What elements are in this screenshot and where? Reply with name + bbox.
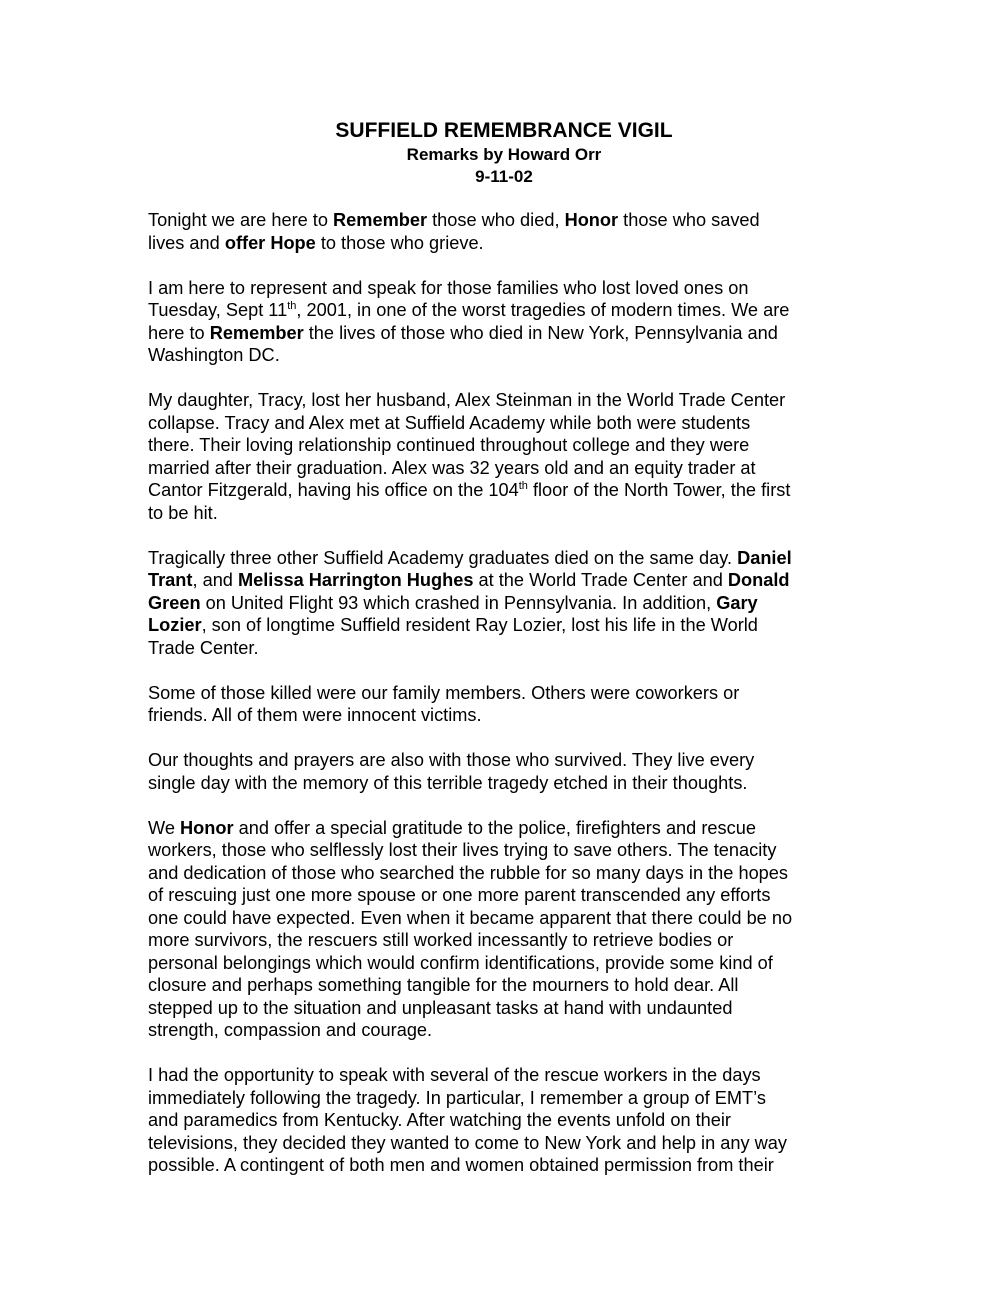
text-run: I am here to represent and speak for those families who lost loved ones on (148, 277, 749, 298)
paragraph (148, 682, 860, 727)
paragraph (148, 277, 860, 367)
text-run: floor of the North Tower, the first (527, 480, 791, 500)
bold-text: Melissa Harrington Hughes (237, 570, 474, 590)
document-body (148, 209, 860, 1177)
text-run: married after their graduation. Alex was 32 years old and an equity trader at (148, 457, 756, 478)
text-run: Some of those killed were our family members. Others were coworkers or (148, 682, 740, 703)
text-run: closure and perhaps something tangible for the mourners to hold dear. All (148, 975, 739, 995)
bold-text: offer Hope (224, 232, 316, 253)
bold-text: Donald (727, 570, 790, 590)
text-line (148, 277, 860, 300)
text-run: and paramedics from Kentucky. After watching the events unfold on their (148, 1110, 731, 1130)
document-heading (148, 118, 860, 188)
bold-text: Remember (209, 322, 304, 343)
text-run: and dedication of those who searched the rubble for so many days in the hopes (148, 862, 789, 883)
paragraph (148, 1064, 860, 1177)
text-run: Our thoughts and prayers are also with those who survived. They live every (148, 750, 755, 770)
text-line (148, 322, 860, 345)
text-line (148, 232, 860, 255)
text-run: strength, compassion and courage. (148, 1020, 433, 1040)
text-run: I had the opportunity to speak with several of the rescue workers in the days (148, 1065, 761, 1085)
text-run: Washington DC. (148, 345, 280, 365)
text-line (148, 479, 860, 502)
bold-text: Gary (716, 592, 758, 613)
text-line (148, 457, 860, 480)
text-run: televisions, they decided they wanted to come to New York and help in any way (148, 1132, 787, 1153)
text-run: Cantor Fitzgerald, having his office on the 104 (148, 480, 519, 500)
text-line (148, 1132, 860, 1155)
text-line (148, 749, 860, 772)
text-run: , son of longtime Suffield resident Ray Lozier, lost his life in the World (201, 615, 758, 635)
text-run: immediately following the tragedy. In particular, I remember a group of EMT’s (148, 1087, 766, 1108)
text-line (148, 569, 860, 592)
text-run: workers, those who selflessly lost their lives trying to save others. The tenacity (148, 840, 777, 860)
text-run: to those who grieve. (315, 232, 484, 253)
text-run: Tragically three other Suffield Academy graduates died on the same day. (148, 547, 738, 568)
text-line (148, 209, 860, 232)
text-run: friends. All of them were innocent victims. (148, 705, 482, 725)
text-run: at the World Trade Center and (473, 570, 728, 590)
bold-text: Lozier (148, 615, 202, 635)
text-run: to be hit. (148, 502, 218, 523)
text-line (148, 592, 860, 615)
text-run: one could have expected. Even when it became apparent that there could be no (148, 907, 793, 928)
text-line (148, 547, 860, 570)
text-run: possible. A contingent of both men and women obtained permission from their (148, 1155, 774, 1175)
text-run: and offer a special gratitude to the police, firefighters and rescue (233, 817, 756, 838)
superscript-text: th (287, 300, 297, 312)
text-line (148, 1154, 860, 1177)
text-line (148, 502, 860, 525)
text-line (148, 884, 860, 907)
text-run: , 2001, in one of the worst tragedies of modern times. We are (296, 300, 790, 320)
bold-text: Green (148, 592, 201, 613)
document-title: SUFFIELD REMEMBRANCE VIGIL (335, 119, 673, 142)
text-run: those who died, (427, 210, 565, 230)
text-run: the lives of those who died in New York, Pennsylvania and (303, 322, 778, 343)
text-line (148, 682, 860, 705)
text-run: here to (148, 322, 210, 343)
text-line (148, 412, 860, 435)
bold-text: Remember (333, 210, 428, 230)
paragraph (148, 749, 860, 794)
superscript-text: th (518, 480, 528, 492)
text-line (148, 772, 860, 795)
text-run: stepped up to the situation and unpleasant tasks at hand with undaunted (148, 997, 733, 1018)
text-run: Tuesday, Sept 11 (148, 300, 288, 320)
text-line (148, 637, 860, 660)
text-run: lives and (148, 232, 225, 253)
text-line (148, 704, 860, 727)
text-line (148, 929, 860, 952)
text-run: those who saved (618, 210, 760, 230)
text-line (148, 1087, 860, 1110)
bold-text: Trant (148, 570, 193, 590)
text-run: single day with the memory of this terrible tragedy etched in their thoughts. (148, 772, 748, 793)
paragraph (148, 547, 860, 660)
text-run: , and (192, 570, 238, 590)
text-line (148, 614, 860, 637)
paragraph (148, 209, 860, 254)
text-line (148, 299, 860, 322)
text-run: of rescuing just one more spouse or one more parent transcended any efforts (148, 885, 771, 905)
text-run: collapse. Tracy and Alex met at Suffield Academy while both were students (148, 412, 751, 433)
text-line (148, 434, 860, 457)
text-line (148, 974, 860, 997)
text-line (148, 1064, 860, 1087)
text-run: My daughter, Tracy, lost her husband, Alex Steinman in the World Trade Center (148, 390, 786, 410)
text-line (148, 907, 860, 930)
document-page (148, 118, 860, 1199)
document-date: 9-11-02 (475, 167, 533, 186)
text-line (148, 344, 860, 367)
text-run: there. Their loving relationship continued throughout college and they were (148, 435, 750, 455)
text-line (148, 1019, 860, 1042)
text-line (148, 1109, 860, 1132)
text-run: Trade Center. (148, 637, 259, 658)
bold-text: Honor (180, 817, 234, 838)
document-subtitle: Remarks by Howard Orr (406, 145, 602, 164)
text-line (148, 862, 860, 885)
text-line (148, 952, 860, 975)
text-run: personal belongings which would confirm identifications, provide some kind of (148, 952, 773, 973)
text-line (148, 839, 860, 862)
text-run: more survivors, the rescuers still worked incessantly to retrieve bodies or (148, 930, 734, 950)
paragraph (148, 389, 860, 524)
paragraph (148, 817, 860, 1042)
text-run: Tonight we are here to (148, 210, 334, 230)
text-line (148, 817, 860, 840)
text-run: We (148, 817, 181, 838)
text-line (148, 389, 860, 412)
bold-text: Daniel (737, 547, 792, 568)
bold-text: Honor (564, 210, 619, 230)
text-run: on United Flight 93 which crashed in Pennsylvania. In addition, (200, 592, 717, 613)
text-line (148, 997, 860, 1020)
